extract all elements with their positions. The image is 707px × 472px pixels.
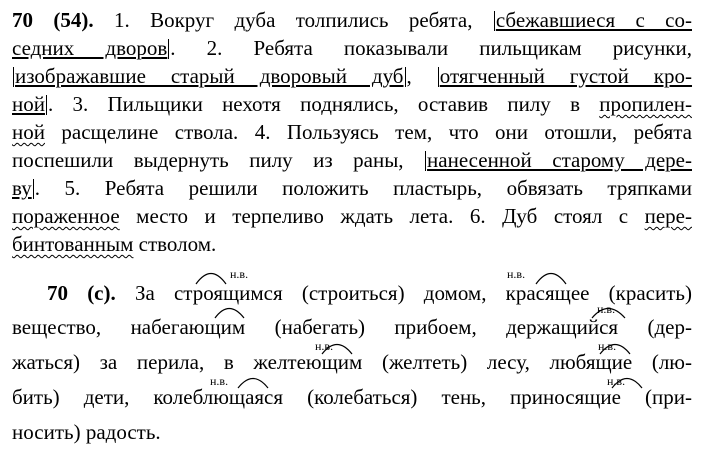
participial-phrase: ной	[12, 92, 45, 116]
suffix-arc	[215, 309, 244, 319]
text: . 5. Ребята решили положить пластырь, обвязать тряпками	[34, 176, 692, 200]
annotation-nv: н.в.	[230, 267, 249, 281]
annotation-nv: н.в.	[597, 302, 616, 316]
annotation-nv: н.в.	[507, 267, 526, 281]
text: ,	[406, 64, 437, 88]
participle: бинтованным	[12, 232, 134, 256]
text-line: носить) радость.	[12, 420, 161, 444]
suffix-arc	[600, 345, 630, 355]
text: место и терпеливо ждать лета. 6. Дуб стоял с	[119, 204, 645, 228]
text: . 3. Пильщики нехотя поднялись, оставив пилу в	[47, 92, 600, 116]
suffix-arc	[196, 274, 226, 285]
participial-phrase: сбежавшиеся с со-	[495, 8, 692, 32]
participial-phrase: отягченный густой кро-	[439, 64, 693, 88]
suffix-arc	[612, 379, 642, 389]
exercise-number: 70 (с).	[47, 281, 116, 305]
participial-phrase: ву	[12, 176, 32, 200]
annotation-nv: н.в.	[210, 374, 229, 388]
participle: пораженное	[12, 204, 120, 228]
suffix-arc	[238, 379, 268, 389]
text: расщелине ствола. 4. Пользуясь тем, что они отошли, ребята	[44, 120, 692, 144]
suffix-arc	[536, 274, 566, 285]
text: 1. Вокруг дуба толпились ребята,	[93, 8, 493, 32]
text-line: жаться) за перила, в желтеющим (желтеть) лесу, любящие (лю-	[12, 350, 692, 374]
text: поспешили выдернуть пилу из раны,	[12, 148, 425, 172]
text: За строящимся (строиться) домом, красящее (красить)	[115, 281, 692, 305]
text-line: бить) дети, колеблющаяся (колебаться) тень, приносящие (при-	[12, 385, 692, 409]
annotation-nv: н.в.	[598, 339, 617, 353]
text-line: вещество, набегающим (набегать) прибоем, держащийся (дер-	[12, 315, 692, 339]
participial-phrase: нанесенной старому дере-	[427, 148, 692, 172]
text: стволом.	[133, 232, 217, 256]
text: . 2. Ребята показывали пильщикам рисунки,	[170, 36, 692, 60]
participle: пропилен-	[599, 92, 692, 116]
suffix-arc	[592, 309, 625, 319]
annotation-nv: н.в.	[315, 339, 334, 353]
participle: пере-	[644, 204, 692, 228]
suffix-arc	[322, 345, 352, 355]
exercise-number: 70 (54).	[12, 8, 94, 32]
participle: ной	[12, 120, 45, 144]
annotation-nv: н.в.	[607, 374, 626, 388]
participial-phrase: седних дворов	[12, 36, 168, 60]
participial-phrase: изображавшие старый дворовый дуб	[15, 64, 404, 88]
